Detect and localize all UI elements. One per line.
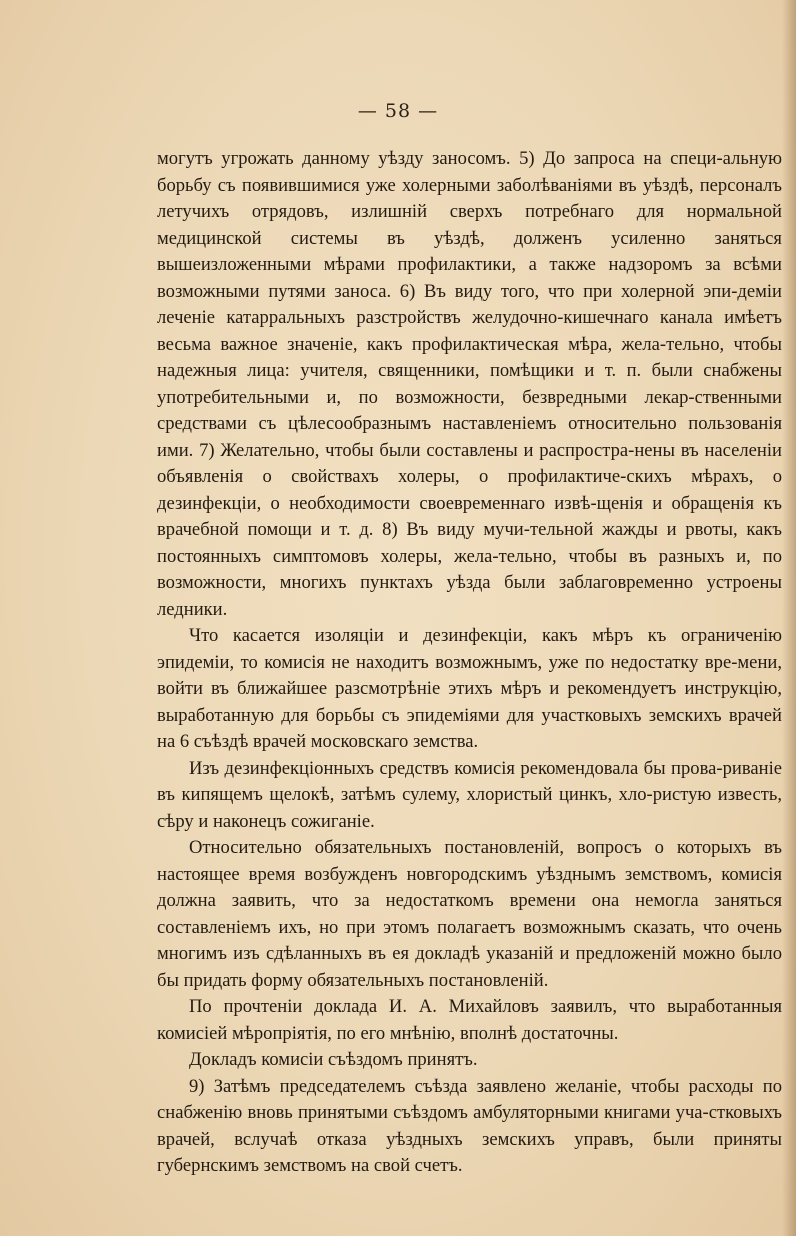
paragraph-mikhailov-statement: По прочтеніи доклада И. А. Михайловъ заявилъ, что выработанныя комисіей мѣропріятія, по его мнѣнію, вполнѣ достаточны. <box>157 996 782 1044</box>
paragraph-continuation: могутъ угрожать данному уѣзду заносомъ. 5) До запроса на специ-альную борьбу съ появившимися уже холерными заболѣваніями въ уѣздѣ, персоналъ летучихъ отрядовъ, излишній сверхъ потребнаго для нормальной медицинской системы въ уѣздѣ, долженъ усиленно заняться вышеизложенными мѣрами профилактики, а также надзоромъ за всѣми возможными путями заноса. 6) Въ виду того, что при холерной эпи-деміи леченіе катарральныхъ разстройствъ желудочно-кишечнаго канала имѣетъ весьма важное значеніе, какъ профилактическая мѣра, жела-тельно, чтобы надежныя лица: учителя, священники, помѣщики и т. п. были снабжены употребительными и, по возможности, безвредными лекар-ственными средствами съ цѣлесообразнымъ наставленіемъ относительно пользованія ими. 7) Желательно, чтобы были составлены и распростра-нены въ населеніи объявленія о свойствахъ холеры, о профилактиче-скихъ мѣрахъ, о дезинфекціи, о необходимости своевременнаго извѣ-щенія и обращенія къ врачебной помощи и т. д. 8) Въ виду мучи-тельной жажды и рвоты, какъ постоянныхъ симптомовъ холеры, жела-тельно, чтобы въ разныхъ и, по возможности, многихъ пунктахъ уѣзда были заблаговременно устроены ледники. <box>157 148 782 620</box>
paragraph-item-9: 9) Затѣмъ председателемъ съѣзда заявлено желаніе, чтобы расходы по снабженію вновь принятыми съѣздомъ амбуляторными книгами уча-стковыхъ врачей, вслучаѣ отказа уѣздныхъ земскихъ управъ, были приняты губернскимъ земствомъ на свой счетъ. <box>157 1075 782 1176</box>
paragraph-isolation-disinfection: Что касается изоляціи и дезинфекціи, какъ мѣръ къ ограниченію эпидеміи, то комисія не находитъ возможнымъ, уже по недостатку вре-мени, войти въ ближайшее разсмотрѣніе этихъ мѣръ и рекомендуетъ инструкцію, выработанную для борьбы съ эпидеміями для участковыхъ земскихъ врачей на 6 съѣздѣ врачей московскаго земства. <box>157 625 782 752</box>
paragraph-report-accepted: Докладъ комисіи съѣздомъ принятъ. <box>189 1049 478 1070</box>
paragraph-disinfectants: Изъ дезинфекціонныхъ средствъ комисія рекомендовала бы прова-риваніе въ кипящемъ щелокѣ, затѣмъ сулему, хлористый цинкъ, хло-ристую известь, сѣру и наконецъ сожиганіе. <box>157 757 782 832</box>
page-number: — 58 — <box>357 100 439 122</box>
body-text <box>157 146 782 1180</box>
paragraph-mandatory-regulations: Относительно обязательныхъ постановленій, вопросъ о которыхъ въ настоящее время возбужденъ новгородскимъ уѣзднымъ земствомъ, комисія должна заявить, что за недостаткомъ времени она немогла заняться составленіемъ ихъ, но при этомъ полагаетъ возможнымъ сказать, что очень многимъ изъ сдѣланныхъ въ ея докладѣ указаній и предложеній можно было бы придать форму обязательныхъ постановленій. <box>157 837 782 991</box>
page-edge-shadow <box>782 0 796 1236</box>
